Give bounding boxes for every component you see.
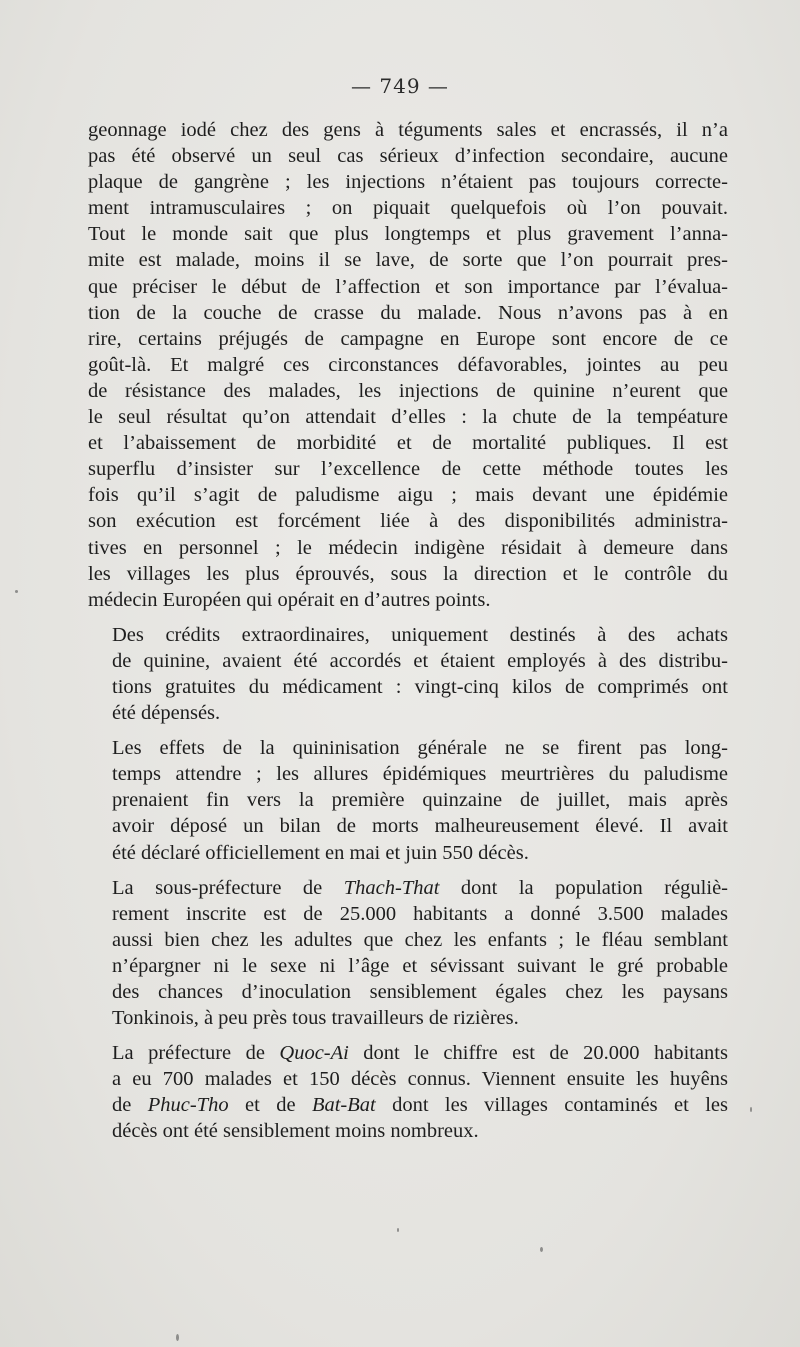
text-line: Tonkinois, à peu près tous travailleurs de rizières. (112, 1007, 519, 1030)
paragraph-1 (88, 117, 728, 613)
text-line: tion de la couche de crasse du malade. Nous n’avons pas à en (88, 301, 728, 324)
text-line: Tout le monde sait que plus longtemps et plus gravement l’anna- (88, 223, 728, 246)
text-line: tives en personnel ; le médecin indigène résidait à demeure dans (88, 536, 728, 559)
text-line: Les effets de la quininisation générale ne se firent pas long- (112, 737, 728, 760)
text-line: rire, certains préjugés de campagne en Europe sont encore de ce (88, 327, 728, 350)
scan-speck (750, 1107, 752, 1112)
text-line: pas été observé un seul cas sérieux d’infection secondaire, aucune (88, 145, 728, 168)
page-number: — 749 — (351, 74, 449, 98)
text-line: aussi bien chez les adultes que chez les enfants ; le fléau semblant (112, 928, 728, 951)
text-line: médecin Européen qui opérait en d’autres points. (88, 588, 491, 611)
text-line: rement inscrite est de 25.000 habitants a donné 3.500 malades (112, 902, 728, 925)
text-line: été déclaré officiellement en mai et juin 550 décès. (112, 841, 529, 864)
text-line: que préciser le début de l’affection et son importance par l’évalua- (88, 275, 728, 298)
scan-speck (540, 1247, 543, 1252)
text-line: de résistance des malades, les injections de quinine n’eurent que (88, 379, 728, 402)
paragraph-2 (88, 622, 728, 726)
text-line: goût-là. Et malgré ces circonstances défavorables, jointes au peu (88, 353, 728, 376)
text-line: de quinine, avaient été accordés et étaient employés à des distribu- (112, 649, 728, 672)
text-line: ment intramusculaires ; on piquait quelquefois où l’on pouvait. (88, 197, 728, 220)
text-line: son exécution est forcément liée à des disponibilités administra- (88, 510, 728, 533)
text-line: n’épargner ni le sexe ni l’âge et sévissant suivant le gré probable (112, 954, 728, 977)
text-line: le seul résultat qu’on attendait d’elles : la chute de la tempéature (88, 406, 728, 429)
scan-speck (176, 1334, 179, 1341)
text-line: superflu d’insister sur l’excellence de cette méthode toutes les (88, 458, 728, 481)
text-line: avoir déposé un bilan de morts malheureusement élevé. Il avait (112, 815, 728, 838)
text-line: temps attendre ; les allures épidémiques meurtrières du paludisme (112, 763, 728, 786)
paragraph-4 (88, 875, 728, 1032)
text-line: geonnage iodé chez des gens à téguments sales et encrassés, il n’a (88, 119, 728, 141)
text-line: de Phuc-Tho et de Bat-Bat dont les villages contaminés et les (112, 1094, 728, 1117)
text-line: prenaient fin vers la première quinzaine de juillet, mais après (112, 789, 728, 812)
text-line: et l’abaissement de morbidité et de mortalité publiques. Il est (88, 432, 728, 455)
scan-speck (397, 1228, 399, 1232)
text-line: décès ont été sensiblement moins nombreux. (112, 1120, 479, 1143)
text-line: plaque de gangrène ; les injections n’étaient pas toujours correcte- (88, 171, 728, 194)
text-line: fois qu’il s’agit de paludisme aigu ; mais devant une épidémie (88, 484, 728, 507)
paragraph-5 (88, 1040, 728, 1144)
scan-speck (15, 590, 18, 593)
paragraph-3 (88, 735, 728, 865)
body-text (88, 117, 728, 1154)
text-line: tions gratuites du médicament : vingt-cinq kilos de comprimés ont (112, 675, 728, 698)
text-line: La sous-préfecture de Thach-That dont la population réguliè- (112, 876, 728, 899)
text-line: mite est malade, moins il se lave, de sorte que l’on pourrait pres- (88, 249, 728, 272)
text-line: des chances d’inoculation sensiblement égales chez les paysans (112, 981, 728, 1003)
text-line: a eu 700 malades et 150 décès connus. Viennent ensuite les huyêns (112, 1068, 728, 1091)
text-line: été dépensés. (112, 702, 221, 725)
text-line: Des crédits extraordinaires, uniquement destinés à des achats (112, 623, 728, 646)
text-line: les villages les plus éprouvés, sous la direction et le contrôle du (88, 562, 728, 585)
text-line: La préfecture de Quoc-Ai dont le chiffre est de 20.000 habitants (112, 1042, 728, 1065)
